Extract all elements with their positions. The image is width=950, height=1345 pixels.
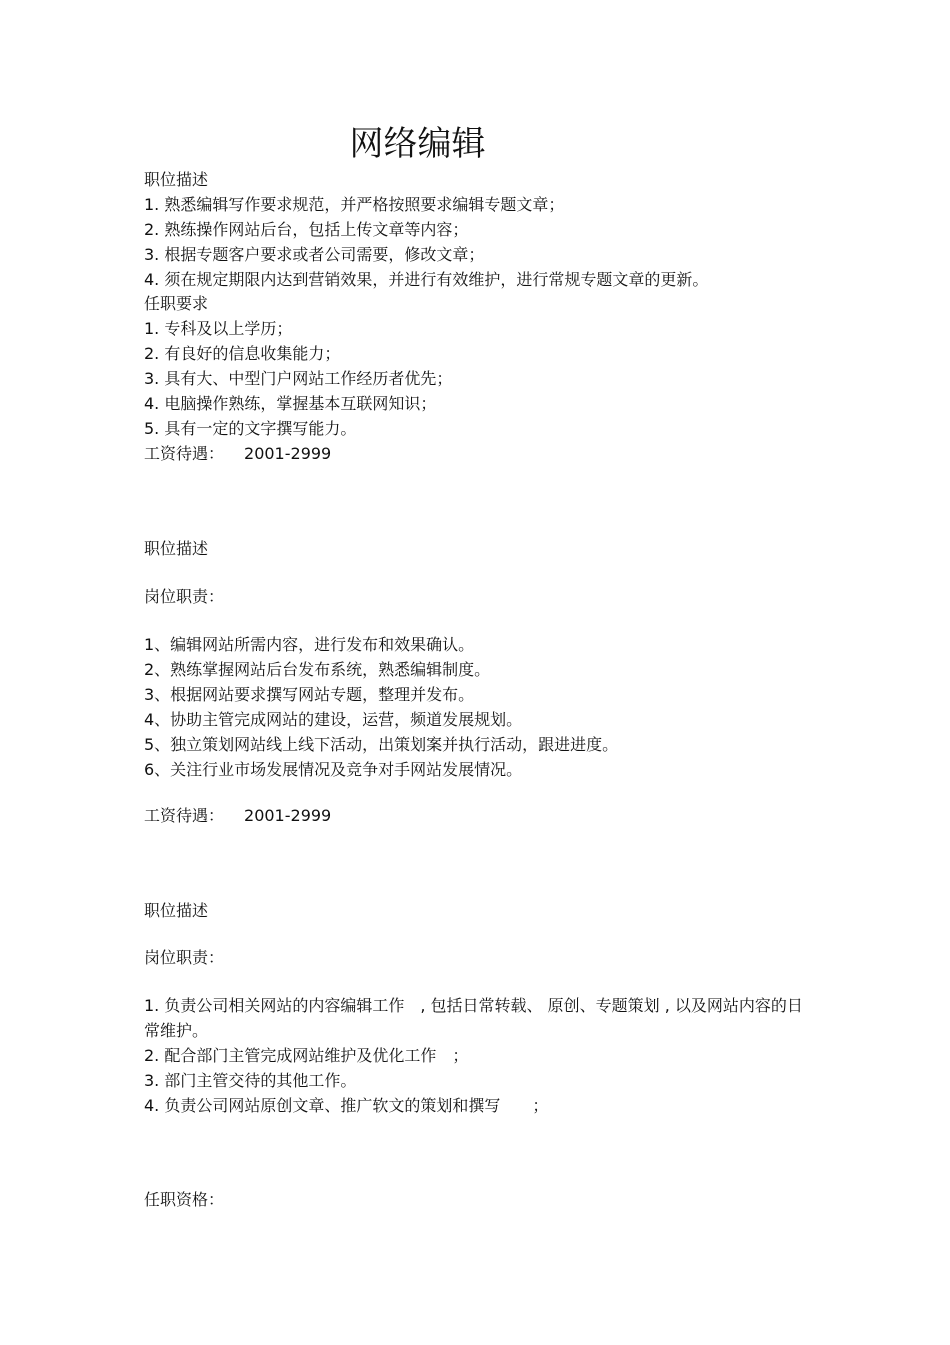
s2-salary-value: 2001-2999: [244, 806, 332, 825]
s1-req-2: 2. 有良好的信息收集能力；: [144, 344, 341, 363]
s2-salary: [144, 803, 814, 828]
s3-duty-3: 3. 部门主管交待的其他工作。: [144, 1071, 357, 1090]
s1-req-heading: 任职要求: [144, 294, 209, 313]
s1-req-4: 4. 电脑操作熟练，掌握基本互联网知识；: [144, 394, 437, 413]
s1-salary-label: 工资待遇：: [144, 444, 225, 463]
s2-sub-heading: 岗位职责：: [144, 587, 225, 606]
s1-salary: [144, 441, 814, 466]
s2-duty-3: 3、根据网站要求撰写网站专题，整理并发布。: [144, 685, 475, 704]
s3-sub-heading: 岗位职责：: [144, 948, 225, 967]
s2-duty-5: 5、独立策划网站线上线下活动，出策划案并执行活动，跟进进度。: [144, 735, 619, 754]
s1-heading: 职位描述: [144, 170, 209, 189]
s1-req-1: 1. 专科及以上学历；: [144, 319, 293, 338]
s3-duty-2: 2. 配合部门主管完成网站维护及优化工作 ；: [144, 1046, 469, 1065]
s2-duty-2: 2、熟练掌握网站后台发布系统，熟悉编辑制度。: [144, 660, 491, 679]
s2-heading: 职位描述: [144, 539, 209, 558]
s1-req-3: 3. 具有大、中型门户网站工作经历者优先；: [144, 369, 453, 388]
s1-req-5: 5. 具有一定的文字撰写能力。: [144, 419, 357, 438]
s3-heading: 职位描述: [144, 901, 209, 920]
s1-duty-1: 1. 熟悉编辑写作要求规范，并严格按照要求编辑专题文章；: [144, 195, 565, 214]
s3-duty-1: 1. 负责公司相关网站的内容编辑工作 , 包括日常转载、 原创、专题策划 , 以及网站内容的日常维护。: [144, 996, 803, 1040]
s2-duty-6: 6、关注行业市场发展情况及竞争对手网站发展情况。: [144, 760, 523, 779]
s1-duty-2: 2. 熟练操作网站后台，包括上传文章等内容；: [144, 220, 469, 239]
s1-duty-4: 4. 须在规定期限内达到营销效果，并进行有效维护，进行常规专题文章的更新。: [144, 270, 709, 289]
s1-duty-3: 3. 根据专题客户要求或者公司需要，修改文章；: [144, 245, 485, 264]
s1-salary-value: 2001-2999: [244, 444, 332, 463]
s3-duty-4: 4. 负责公司网站原创文章、推广软文的策划和撰写 ；: [144, 1096, 549, 1115]
s3-qual-heading: 任职资格：: [144, 1190, 225, 1209]
s2-salary-label: 工资待遇：: [144, 806, 225, 825]
document-title: 网络编辑: [349, 124, 486, 164]
s2-duty-4: 4、协助主管完成网站的建设，运营，频道发展规划。: [144, 710, 523, 729]
s2-duty-1: 1、编辑网站所需内容，进行发布和效果确认。: [144, 635, 475, 654]
